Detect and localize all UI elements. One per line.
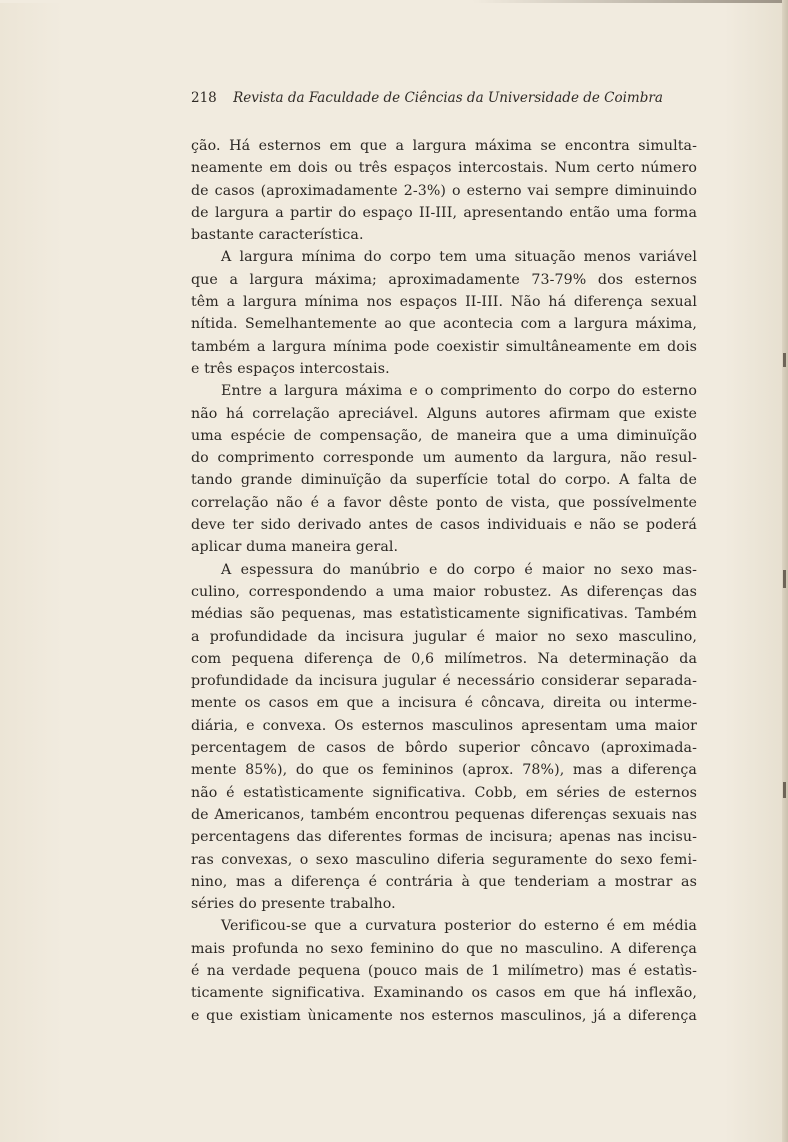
text-line: de largura a partir do espaço II-III, apresentando então uma forma <box>191 204 697 221</box>
text-line: têm a largura mínima nos espaços II-III. Não há diferença sexual <box>191 294 697 311</box>
text-line: aplicar duma maneira geral. <box>191 539 399 556</box>
text-line: profundidade da incisura jugular é necessário considerar separada- <box>191 673 697 690</box>
text-line: e três espaços intercostais. <box>191 360 390 377</box>
text-line: mente os casos em que a incisura é côncava, direita ou interme- <box>191 695 697 712</box>
text-line: de Americanos, também encontrou pequenas diferenças sexuais nas <box>191 806 697 823</box>
text-line: e que existiam ùnicamente nos esternos masculinos, já a diferença <box>191 1007 697 1024</box>
text-line: de casos (aproximadamente 2-3%) o esterno vai sempre diminuindo <box>191 182 697 199</box>
text-line: A espessura do manúbrio e do corpo é maior no sexo mas- <box>221 561 697 578</box>
text-line: Verificou-se que a curvatura posterior do esterno é em média <box>221 918 697 935</box>
text-line: ticamente significativa. Examinando os casos em que há inflexão, <box>191 985 697 1002</box>
text-line: que a largura máxima; aproximadamente 73-79% dos esternos <box>191 271 697 288</box>
text-line: nítida. Semelhantemente ao que acontecia com a largura máxima, <box>191 316 697 333</box>
text-line: não é estatìsticamente significativa. Cobb, em séries de esternos <box>191 784 697 801</box>
text-line: ção. Há esternos em que a largura máxima se encontra simulta- <box>191 138 697 154</box>
text-line: nino, mas a diferença é contrária à que tenderiam a mostrar as <box>191 873 697 890</box>
text-line: é na verdade pequena (pouco mais de 1 milímetro) mas é estatìs- <box>191 962 697 979</box>
margin-mark <box>783 782 786 798</box>
text-line: percentagens das diferentes formas de incisura; apenas nas incisu- <box>191 829 697 846</box>
page-top-edge <box>0 0 788 3</box>
text-line: culino, correspondendo a uma maior robustez. As diferenças das <box>191 583 697 600</box>
margin-mark <box>783 353 786 367</box>
text-line: bastante característica. <box>191 227 364 244</box>
text-line: A largura mínima do corpo tem uma situação menos variável <box>221 249 697 266</box>
text-line: deve ter sido derivado antes de casos individuais e não se poderá <box>191 517 697 534</box>
text-line: do comprimento corresponde um aumento da largura, não resul- <box>191 450 697 467</box>
text-line: tando grande diminuïção da superfície total do corpo. A falta de <box>191 472 697 489</box>
page-number: 218 <box>191 90 217 106</box>
text-line: percentagem de casos de bôrdo superior côncavo (aproximada- <box>191 740 697 757</box>
text-line: uma espécie de compensação, de maneira que a uma diminuïção <box>191 427 697 444</box>
text-line: séries do presente trabalho. <box>191 896 396 913</box>
running-header <box>191 88 663 108</box>
text-line: neamente em dois ou três espaços intercostais. Num certo número <box>191 160 697 177</box>
text-line: mente 85%), do que os femininos (aprox. 78%), mas a diferença <box>191 762 697 779</box>
margin-mark <box>783 570 786 588</box>
body-text <box>191 135 697 1027</box>
text-line: não há correlação apreciável. Alguns autores afirmam que existe <box>191 405 697 422</box>
text-line: Entre a largura máxima e o comprimento do corpo do esterno <box>221 383 697 400</box>
text-line: com pequena diferença de 0,6 milímetros. Na determinação da <box>191 650 697 667</box>
text-line: diária, e convexa. Os esternos masculinos apresentam uma maior <box>191 717 697 734</box>
text-line: ras convexas, o sexo masculino diferia seguramente do sexo femi- <box>191 851 697 868</box>
text-line: médias são pequenas, mas estatìsticamente significativas. Também <box>191 606 697 623</box>
text-line: correlação não é a favor dêste ponto de vista, que possívelmente <box>191 494 697 511</box>
journal-title: Revista da Faculdade de Ciências da Universidade de Coimbra <box>233 90 663 106</box>
text-line: a profundidade da incisura jugular é maior no sexo masculino, <box>191 628 697 645</box>
text-line: também a largura mínima pode coexistir simultâneamente em dois <box>191 338 697 355</box>
text-line: mais profunda no sexo feminino do que no masculino. A diferença <box>191 940 697 957</box>
